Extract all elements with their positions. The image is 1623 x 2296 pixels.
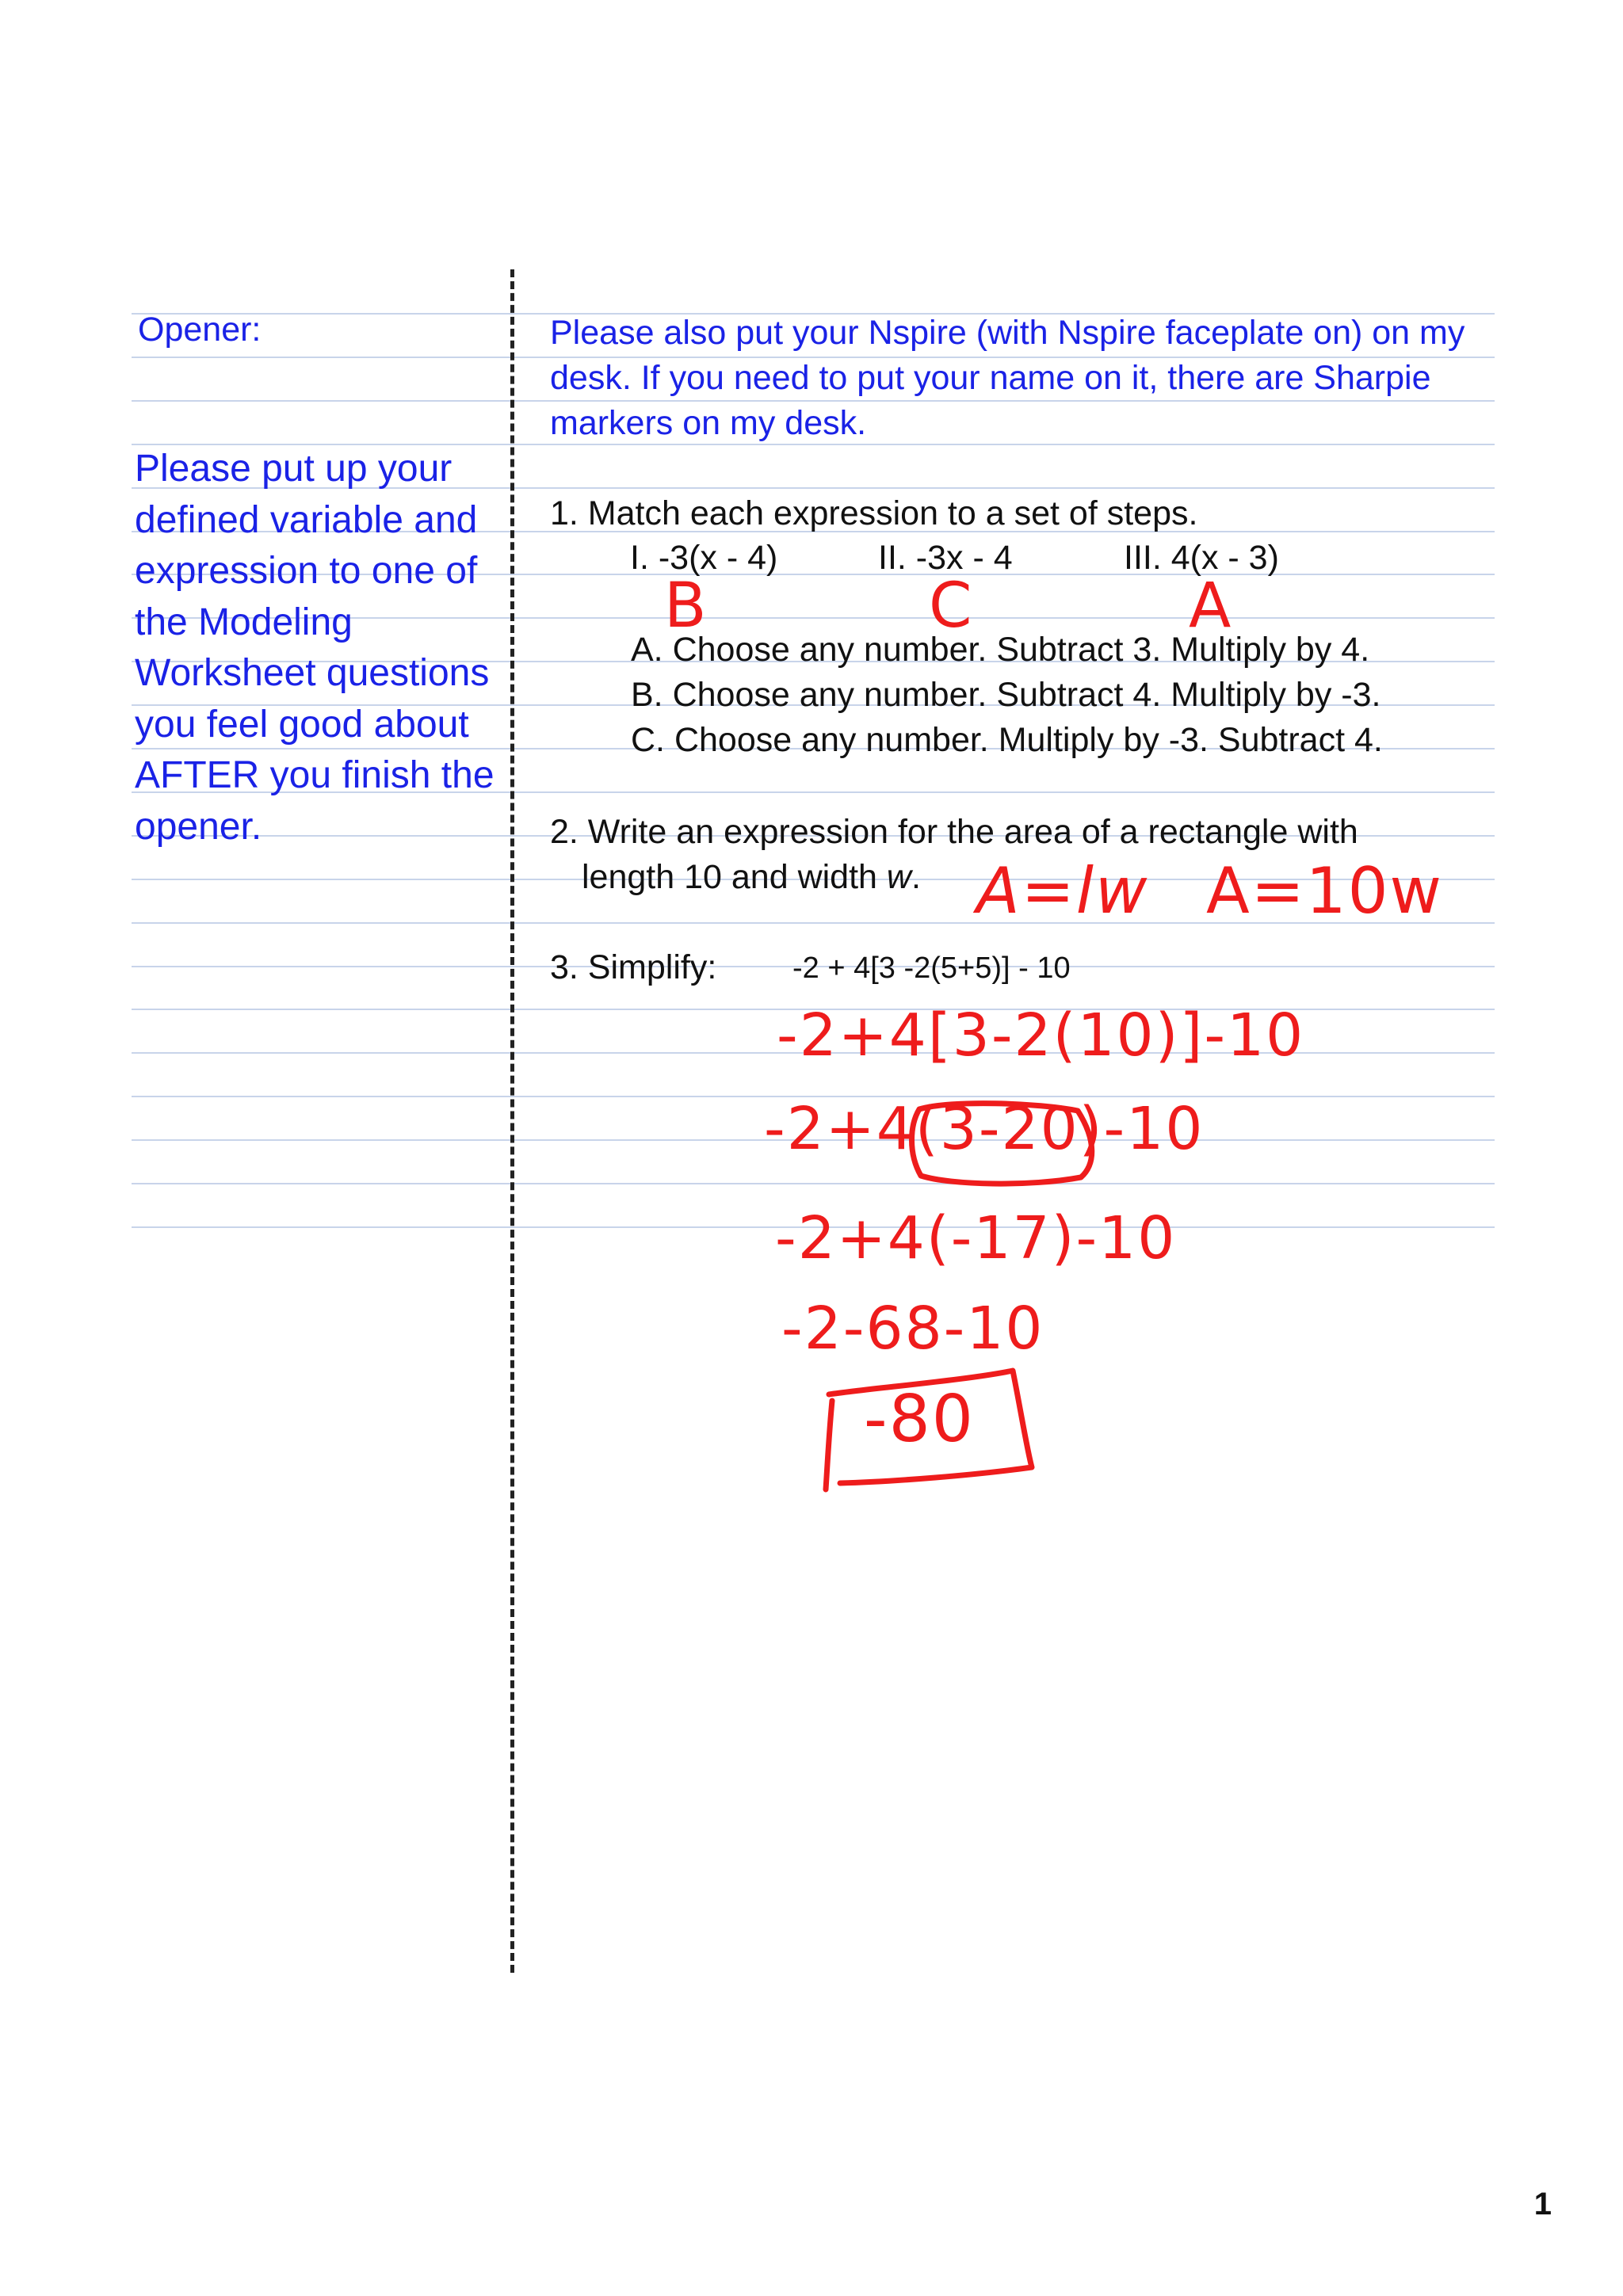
q2-prompt-text: length 10 and width bbox=[582, 858, 887, 896]
note-line: desk. If you need to put your name on it, there are Sharpie bbox=[550, 359, 1431, 397]
q2-handwritten-answer-2: A=10w bbox=[1206, 854, 1443, 928]
q3-work-line-2: -2+4(3-20)-10 bbox=[764, 1095, 1205, 1163]
q3-work-line-4: -2-68-10 bbox=[781, 1295, 1044, 1363]
opener-instructions bbox=[135, 444, 495, 852]
instruction-line: expression to one of bbox=[135, 550, 478, 592]
instruction-line: the Modeling bbox=[135, 601, 353, 643]
q3-expression: -2 + 4[3 -2(5+5)] - 10 bbox=[792, 952, 1071, 985]
q3-prompt: 3. Simplify: bbox=[550, 948, 717, 986]
nspire-note bbox=[550, 311, 1465, 446]
q2-variable: w bbox=[886, 858, 911, 896]
page-number: 1 bbox=[1533, 2187, 1552, 2222]
q1-handwritten-answer-3: A bbox=[1189, 570, 1233, 642]
ruled-line bbox=[132, 1183, 1495, 1184]
instruction-line: defined variable and bbox=[135, 498, 478, 541]
q3-work-line-1: -2+4[3-2(10)]-10 bbox=[777, 1001, 1305, 1070]
q1-handwritten-answer-1: B bbox=[664, 570, 708, 642]
instruction-line: opener. bbox=[135, 805, 262, 848]
q3-final-answer: -80 bbox=[864, 1382, 975, 1457]
instruction-line: you feel good about bbox=[135, 703, 469, 746]
q1-expression-2: II. -3x - 4 bbox=[878, 539, 1013, 577]
q1-handwritten-answer-2: C bbox=[929, 570, 974, 642]
q2-prompt-line2 bbox=[582, 858, 921, 897]
note-line: Please also put your Nspire (with Nspire faceplate on) on my bbox=[550, 314, 1465, 352]
q2-prompt-period: . bbox=[911, 858, 921, 896]
q3-work-line-3: -2+4(-17)-10 bbox=[775, 1204, 1177, 1272]
opener-heading: Opener: bbox=[138, 311, 262, 349]
q1-expression-3: III. 4(x - 3) bbox=[1124, 539, 1279, 577]
q2-handwritten-answer-1: A=lw bbox=[976, 854, 1149, 928]
instruction-line: AFTER you finish the bbox=[135, 754, 495, 796]
q1-step-c: C. Choose any number. Multiply by -3. Subtract 4. bbox=[631, 721, 1383, 759]
note-line: markers on my desk. bbox=[550, 404, 867, 442]
instruction-line: Worksheet questions bbox=[135, 652, 490, 694]
instruction-line: Please put up your bbox=[135, 448, 453, 490]
q1-step-a: A. Choose any number. Subtract 3. Multiply by 4. bbox=[631, 631, 1370, 669]
q2-prompt-line1: 2. Write an expression for the area of a rectangle with bbox=[550, 813, 1358, 851]
q1-expression-1: I. -3(x - 4) bbox=[630, 539, 778, 577]
q1-prompt: 1. Match each expression to a set of steps. bbox=[550, 494, 1198, 532]
q1-step-b: B. Choose any number. Subtract 4. Multiply by -3. bbox=[631, 676, 1381, 714]
column-divider bbox=[510, 269, 514, 1973]
